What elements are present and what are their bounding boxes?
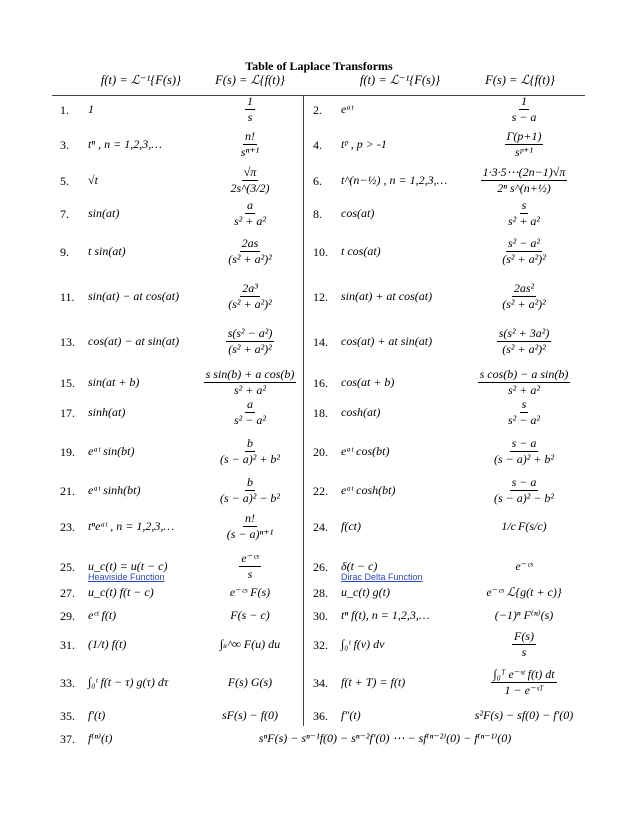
transform: [465, 560, 583, 573]
transform-expression: s²F(s) − sf(0) − f′(0): [474, 708, 574, 722]
transform-prefix: 1/c: [501, 519, 516, 533]
transform-denominator: s² + a²: [508, 383, 540, 397]
transform: [465, 237, 583, 266]
transform: [220, 732, 550, 745]
transform-fraction: [492, 437, 556, 466]
transform-expression: F(s) G(s): [227, 675, 273, 689]
transform-expression: ∫ₛ^∞ F(u) du: [219, 637, 281, 651]
transform-denominator: (s² + a²)²: [228, 297, 272, 311]
transform-denominator: s: [247, 110, 253, 124]
transform-fraction: [492, 476, 556, 505]
transform-numerator: s(s² − a²): [227, 326, 273, 340]
transform: [200, 609, 300, 622]
row-number: 12.: [313, 290, 328, 304]
transform-denominator: s: [247, 567, 253, 581]
row-number: 23.: [60, 520, 75, 534]
row-number: 32.: [313, 638, 328, 652]
transform-numerator: s² − a²: [508, 236, 540, 250]
transform-expression: e⁻ᶜˢ ℒ{g(t + c)}: [486, 585, 562, 599]
transform-expression: e⁻ᶜˢ: [515, 559, 533, 573]
transform-fraction: [497, 327, 552, 356]
transform-fraction: [218, 437, 282, 466]
time-function: f(t + T) = f(t): [341, 675, 406, 689]
transform-expression: sⁿF(s) − sⁿ⁻¹f(0) − sⁿ⁻²f′(0) ⋯ − sf⁽ⁿ⁻²⁾(0) − f⁽ⁿ⁻¹⁾(0): [258, 731, 512, 745]
time-function: eᵃᵗ: [341, 102, 354, 116]
time-function: t cos(at): [341, 244, 381, 258]
transform-fraction: [218, 476, 282, 505]
function-link: Dirac Delta Function: [341, 572, 423, 582]
transform-numerator: e⁻ᶜˢ: [241, 551, 259, 565]
time-function: t sin(at): [88, 244, 126, 258]
row-number: 28.: [313, 586, 328, 600]
row-number: 17.: [60, 406, 75, 420]
transform: [465, 609, 583, 622]
transform-expression: F(s/c): [518, 519, 547, 533]
transform-fraction: [510, 95, 539, 124]
transform-fraction: [245, 95, 255, 124]
transform-numerator: s − a: [511, 436, 537, 450]
row-number: 29.: [60, 609, 75, 623]
transform: [465, 398, 583, 427]
transform-numerator: s cos(b) − a sin(b): [479, 367, 569, 381]
transform-denominator: s − a: [511, 110, 537, 124]
transform: [200, 437, 300, 466]
transform-numerator: F(s): [514, 629, 534, 643]
transform-denominator: (s − a)² + b²: [219, 452, 281, 466]
row-number: 14.: [313, 335, 328, 349]
transform-denominator: s: [521, 645, 527, 659]
transform: [200, 130, 300, 159]
row-number: 30.: [313, 609, 328, 623]
row-number: 8.: [313, 207, 322, 221]
header-right-f: f(t) = ℒ⁻¹{F(s)}: [359, 73, 441, 87]
transform-denominator: (s − a)² + b²: [493, 452, 555, 466]
row-number: 19.: [60, 445, 75, 459]
row-number: 1.: [60, 103, 69, 117]
transform-numerator: n!: [244, 511, 255, 525]
time-function: sin(at) − at cos(at): [88, 289, 180, 303]
transform: [465, 476, 583, 505]
row-number: 4.: [313, 138, 322, 152]
transform-denominator: sᵖ⁺¹: [514, 145, 533, 159]
transform-numerator: s: [521, 198, 527, 212]
time-function: sinh(at): [88, 405, 126, 419]
transform: [200, 368, 300, 397]
transform-numerator: s: [521, 397, 527, 411]
transform: [465, 520, 583, 533]
time-function: sin(at) + at cos(at): [341, 289, 433, 303]
row-number: 9.: [60, 245, 69, 259]
transform-denominator: (s² + a²)²: [502, 342, 546, 356]
row-number: 2.: [313, 103, 322, 117]
transform-numerator: 2as²: [513, 281, 535, 295]
transform-denominator: (s − a)ⁿ⁺¹: [226, 527, 274, 541]
row-number: 26.: [313, 560, 328, 574]
row-number: 22.: [313, 484, 328, 498]
transform: [200, 676, 300, 689]
time-function: sin(at): [88, 206, 120, 220]
transform-numerator: 1: [247, 94, 253, 108]
transform-denominator: 2ⁿ s^(n+½): [497, 181, 551, 195]
time-function: √t: [88, 173, 98, 187]
row-number: 20.: [313, 445, 328, 459]
transform-fraction: [239, 130, 261, 159]
row-number: 37.: [60, 732, 75, 746]
transform-fraction: [204, 368, 297, 397]
row-number: 21.: [60, 484, 75, 498]
row-number: 18.: [313, 406, 328, 420]
transform-fraction: [232, 398, 268, 427]
transform-numerator: n!: [244, 129, 255, 143]
transform-fraction: [228, 166, 271, 195]
row-number: 35.: [60, 709, 75, 723]
header-left-f: f(t) = ℒ⁻¹{F(s)}: [100, 73, 182, 87]
table-title: Table of Laplace Transforms: [245, 59, 393, 73]
transform-numerator: 2a³: [242, 281, 258, 295]
row-number: 10.: [313, 245, 328, 259]
time-function: δ(t − c): [341, 559, 378, 573]
transform: [200, 586, 300, 599]
transform-denominator: 1 − e⁻ˢᵀ: [504, 683, 544, 697]
time-function: f(ct): [341, 519, 361, 533]
transform-numerator: 1: [521, 94, 527, 108]
time-function: u_c(t) f(t − c): [88, 585, 154, 599]
transform-numerator: 1·3·5⋯(2n−1)√π: [482, 165, 566, 179]
time-function: ∫₀ᵗ f(v) dv: [341, 637, 385, 651]
row-number: 25.: [60, 560, 75, 574]
transform: [200, 476, 300, 505]
transform: [200, 512, 300, 541]
column-divider: [303, 96, 304, 726]
transform: [200, 282, 300, 311]
transform-denominator: (s − a)² − b²: [493, 491, 555, 505]
transform-numerator: a: [247, 397, 253, 411]
transform-fraction: [491, 668, 556, 697]
transform-fraction: [232, 199, 268, 228]
transform-numerator: s(s² + 3a²): [498, 326, 550, 340]
transform: [465, 368, 583, 397]
time-function: t^(n−½) , n = 1,2,3,…: [341, 173, 448, 187]
transform: [465, 282, 583, 311]
time-function: u_c(t) g(t): [341, 585, 390, 599]
transform-numerator: b: [247, 475, 253, 489]
transform-fraction: [500, 237, 548, 266]
transform: [465, 630, 583, 659]
row-number: 5.: [60, 174, 69, 188]
transform-numerator: a: [247, 198, 253, 212]
row-number: 16.: [313, 376, 328, 390]
time-function: eᵃᵗ cosh(bt): [341, 483, 396, 497]
time-function: cosh(at): [341, 405, 381, 419]
row-number: 31.: [60, 638, 75, 652]
transform-numerator: ∫₀ᵀ e⁻ˢᵗ f(t) dt: [493, 667, 555, 681]
transform: [200, 398, 300, 427]
transform-fraction: [481, 166, 568, 195]
transform-denominator: s² − a²: [234, 413, 266, 427]
transform-expression: (−1)ⁿ F⁽ⁿ⁾(s): [494, 608, 554, 622]
time-function: ∫₀ᵗ f(t − τ) g(τ) dτ: [88, 675, 169, 689]
transform-fraction: [500, 282, 548, 311]
row-number: 13.: [60, 335, 75, 349]
transform-fraction: [225, 512, 275, 541]
transform: [465, 199, 583, 228]
transform-fraction: [478, 368, 571, 397]
transform-denominator: (s² + a²)²: [502, 297, 546, 311]
row-number: 11.: [60, 290, 75, 304]
time-function: eᵃᵗ sinh(bt): [88, 483, 141, 497]
transform: [465, 166, 583, 195]
header-left-F: F(s) = ℒ{f(t)}: [215, 73, 285, 87]
time-function: 1: [88, 102, 94, 116]
transform-denominator: 2s^(3/2): [230, 181, 270, 195]
transform-expression: e⁻ᶜˢ F(s): [229, 585, 271, 599]
transform-fraction: [226, 237, 274, 266]
transform-numerator: √π: [243, 165, 257, 179]
row-number: 36.: [313, 709, 328, 723]
time-function: sin(at + b): [88, 375, 140, 389]
row-number: 33.: [60, 676, 75, 690]
transform-fraction: [506, 199, 542, 228]
transform: [465, 668, 583, 697]
row-number: 15.: [60, 376, 75, 390]
transform-fraction: [505, 130, 544, 159]
transform: [200, 237, 300, 266]
transform-fraction: [226, 327, 275, 356]
transform-fraction: [239, 552, 260, 581]
transform: [465, 586, 583, 599]
transform: [465, 95, 583, 124]
transform-numerator: s sin(b) + a cos(b): [205, 367, 295, 381]
transform-fraction: [226, 282, 274, 311]
function-link: Heaviside Function: [88, 572, 165, 582]
transform-numerator: 2as: [241, 236, 259, 250]
time-function: eᵃᵗ cos(bt): [341, 444, 390, 458]
transform-denominator: s² − a²: [508, 413, 540, 427]
time-function: u_c(t) = u(t − c): [88, 559, 168, 573]
time-function: tⁿ f(t), n = 1,2,3,…: [341, 608, 430, 622]
time-function: tⁿ , n = 1,2,3,…: [88, 137, 162, 151]
time-function: cos(at): [341, 206, 375, 220]
transform-denominator: (s² + a²)²: [228, 252, 272, 266]
transform-numerator: Γ(p+1): [506, 129, 542, 143]
transform-denominator: (s − a)² − b²: [219, 491, 281, 505]
time-function: eᵃᵗ sin(bt): [88, 444, 135, 458]
time-function: f⁽ⁿ⁾(t): [88, 731, 113, 745]
row-number: 6.: [313, 174, 322, 188]
transform-expression: sF(s) − f(0): [221, 708, 279, 722]
time-function: f″(t): [341, 708, 361, 722]
time-function: cos(at) + at sin(at): [341, 334, 433, 348]
transform-numerator: b: [247, 436, 253, 450]
transform-denominator: (s² + a²)²: [228, 342, 272, 356]
time-function: cos(at + b): [341, 375, 395, 389]
transform: [200, 327, 300, 356]
transform: [465, 437, 583, 466]
row-number: 34.: [313, 676, 328, 690]
time-function: cos(at) − at sin(at): [88, 334, 180, 348]
transform-fraction: [512, 630, 536, 659]
row-number: 27.: [60, 586, 75, 600]
time-function: eᶜᵗ f(t): [88, 608, 117, 622]
transform: [200, 638, 300, 651]
transform: [200, 709, 300, 722]
transform: [200, 552, 300, 581]
transform-denominator: s² + a²: [508, 214, 540, 228]
transform: [465, 327, 583, 356]
row-number: 7.: [60, 207, 69, 221]
transform-denominator: (s² + a²)²: [502, 252, 546, 266]
time-function: tⁿeᵃᵗ , n = 1,2,3,…: [88, 519, 175, 533]
transform: [200, 95, 300, 124]
header-right-F: F(s) = ℒ{f(t)}: [485, 73, 555, 87]
time-function: (1/t) f(t): [88, 637, 127, 651]
transform: [465, 130, 583, 159]
transform-fraction: [506, 398, 542, 427]
transform-denominator: sⁿ⁺¹: [240, 145, 260, 159]
transform: [465, 709, 583, 722]
time-function: tᵖ , p > -1: [341, 137, 387, 151]
transform-numerator: s − a: [511, 475, 537, 489]
transform-denominator: s² + a²: [234, 214, 266, 228]
time-function: f′(t): [88, 708, 106, 722]
transform-denominator: s² + a²: [234, 383, 266, 397]
row-number: 24.: [313, 520, 328, 534]
transform-expression: F(s − c): [230, 608, 270, 622]
transform: [200, 166, 300, 195]
row-number: 3.: [60, 138, 69, 152]
transform: [200, 199, 300, 228]
